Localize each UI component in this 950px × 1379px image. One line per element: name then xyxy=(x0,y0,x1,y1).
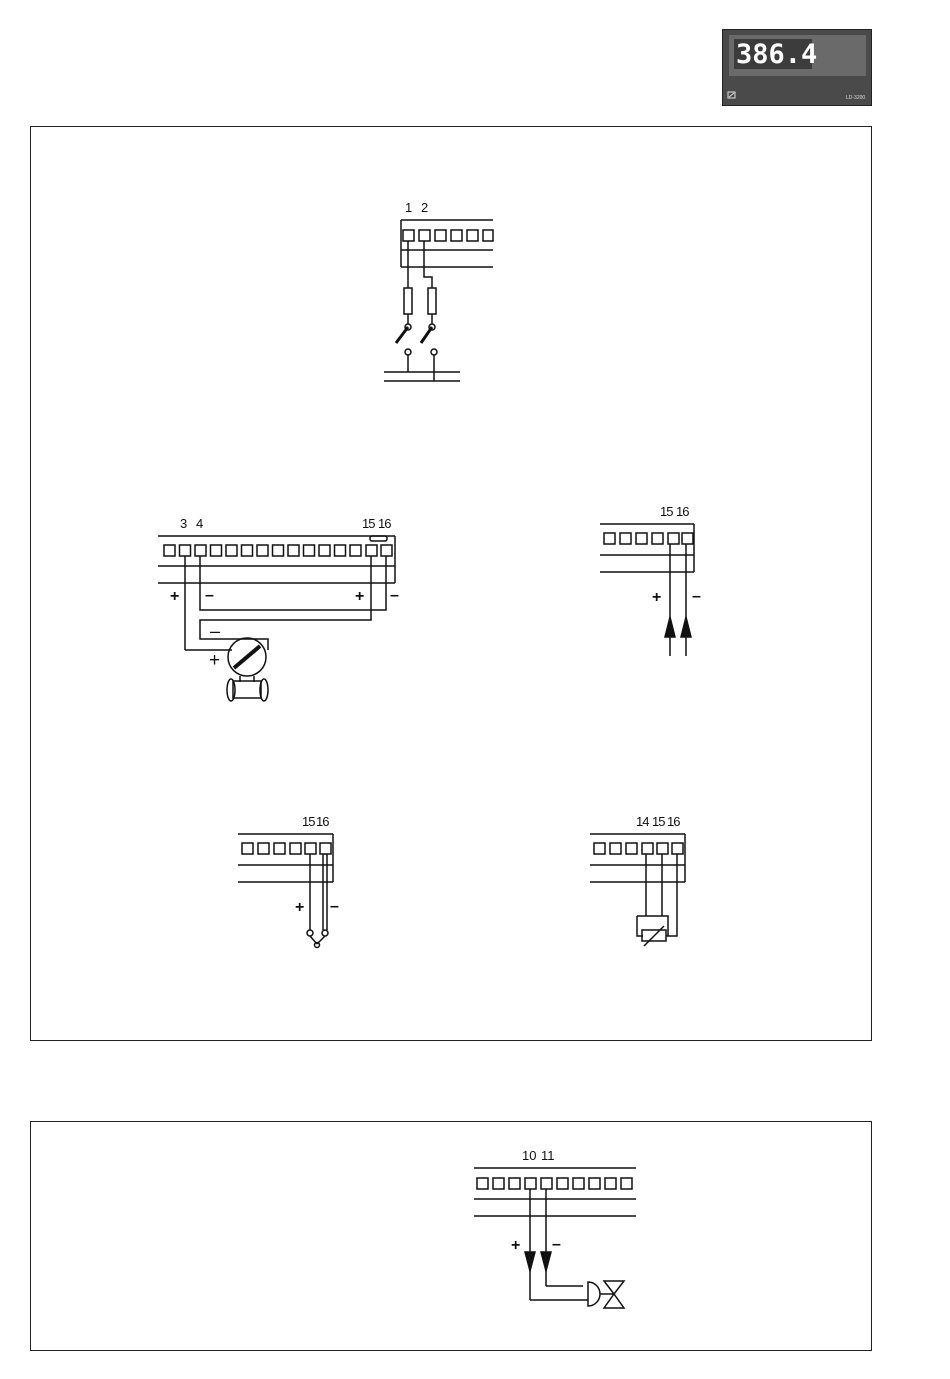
switch-blade-icon xyxy=(421,327,432,343)
terminal-label: 1 xyxy=(405,200,413,215)
polarity-label: – xyxy=(390,587,399,604)
terminal-label: 16 xyxy=(316,814,329,829)
fuse-icon xyxy=(404,288,412,314)
transmitter-diagram xyxy=(158,536,395,701)
arrow-up-icon xyxy=(681,617,691,637)
terminal-label: 16 xyxy=(676,504,689,519)
thermocouple-junction-icon xyxy=(307,930,328,948)
polarity-label: + xyxy=(652,589,662,606)
resistor-icon xyxy=(642,926,666,946)
meter-display-value: 386.4 xyxy=(736,39,818,70)
polarity-label: – xyxy=(330,898,339,915)
terminal-label: 2 xyxy=(421,200,429,215)
terminal-label: 11 xyxy=(541,1148,555,1163)
polarity-label: + xyxy=(209,650,221,671)
terminal-label: 15 xyxy=(660,504,673,519)
thermocouple-diagram xyxy=(238,834,333,948)
polarity-label: – xyxy=(692,588,701,605)
terminal-label: 3 xyxy=(180,516,188,531)
arrow-down-icon xyxy=(541,1252,551,1271)
terminal-label: 16 xyxy=(667,814,680,829)
polarity-label: – xyxy=(552,1236,561,1253)
switch-blade-icon xyxy=(396,327,408,343)
terminal-label: 15 xyxy=(652,814,665,829)
current-source-diagram xyxy=(600,524,694,656)
fuse-icon xyxy=(428,288,436,314)
terminal-label: 15 xyxy=(362,516,375,531)
polarity-label: – xyxy=(205,587,214,604)
polarity-label: + xyxy=(355,588,365,605)
terminal-label: 15 xyxy=(302,814,315,829)
rtd-diagram xyxy=(590,834,685,946)
terminal-strip xyxy=(474,1168,636,1216)
transmitter-icon xyxy=(227,638,268,701)
polarity-label: + xyxy=(511,1237,521,1254)
control-valve-icon xyxy=(588,1281,624,1308)
arrow-down-icon xyxy=(525,1252,535,1271)
terminal-strip xyxy=(600,524,694,572)
arrow-up-icon xyxy=(665,617,675,637)
terminal-label: 14 xyxy=(636,814,649,829)
meter-model-label: LD-3200 xyxy=(846,95,866,101)
supply-diagram xyxy=(384,220,493,381)
terminal-strip xyxy=(590,834,685,882)
terminal-strip xyxy=(401,220,493,267)
terminal-label: 4 xyxy=(196,516,204,531)
terminal-strip xyxy=(158,536,395,583)
polarity-label: + xyxy=(295,899,305,916)
polarity-label: + xyxy=(170,588,180,605)
jumper-icon xyxy=(370,536,387,541)
polarity-label: – xyxy=(210,621,221,641)
terminal-label: 16 xyxy=(378,516,391,531)
terminal-label: 10 xyxy=(522,1148,537,1163)
terminal-strip xyxy=(238,834,333,882)
